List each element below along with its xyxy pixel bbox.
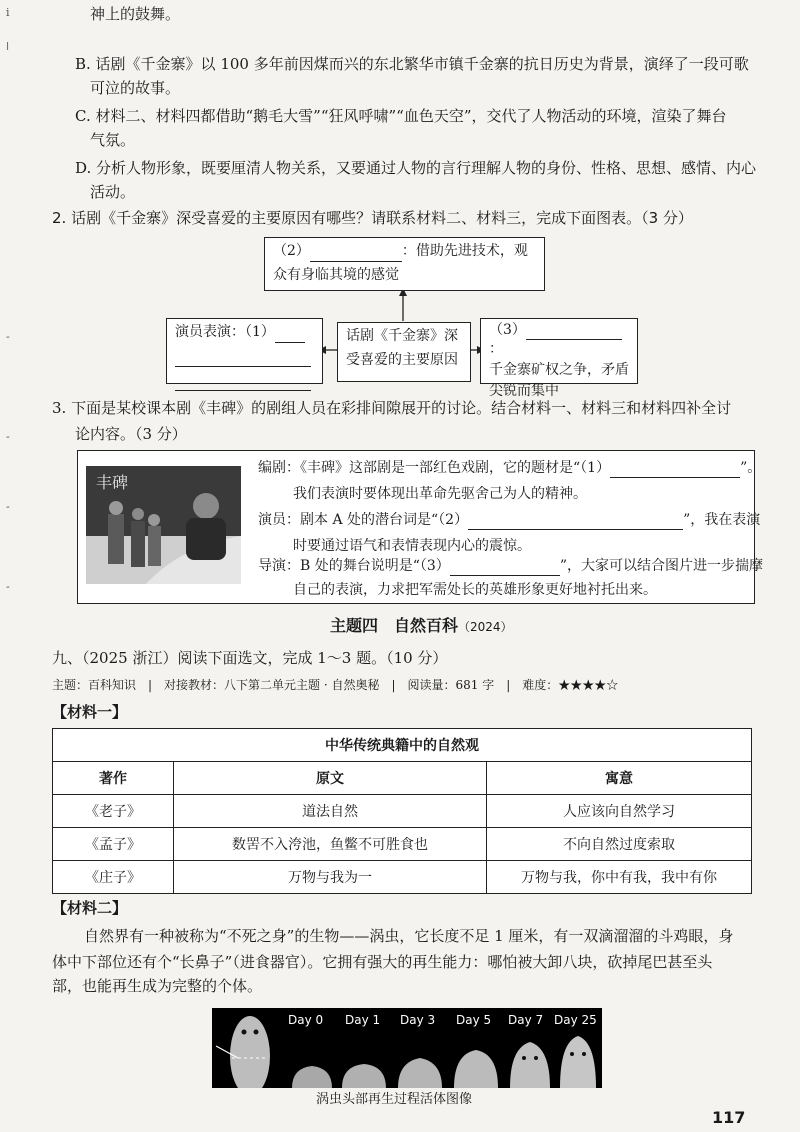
margin-mark: -: [6, 500, 10, 513]
option-a-tail: 神上的鼓舞。: [90, 5, 181, 23]
play-photo: [86, 466, 241, 584]
option-c-cont: 气氛。: [90, 131, 136, 149]
screenwriter-line: [258, 458, 761, 478]
margin-mark: -: [6, 430, 10, 443]
screenwriter-text-end: ”。: [740, 460, 762, 476]
left-box-label: 演员表演：（1）: [175, 324, 275, 340]
question-3-stem-cont: 论内容。（3 分）: [75, 425, 187, 443]
answer-blank-q3-1[interactable]: [610, 461, 740, 478]
table-header: 寓意: [487, 762, 752, 795]
day-label: Day 3: [400, 1013, 436, 1027]
question-9-stem: 九、（2025 浙江）阅读下面选文，完成 1～3 题。（10 分）: [52, 649, 448, 667]
day-label: Day 25: [554, 1013, 597, 1027]
answer-blank-3[interactable]: [526, 323, 622, 340]
director-line: [258, 556, 763, 576]
center-box-text-2: 受喜爱的主要原因: [346, 352, 458, 368]
actor-line: [258, 510, 760, 530]
day-label: Day 0: [288, 1013, 324, 1027]
table-cell: 不向自然过度索取: [487, 828, 752, 861]
table-header: 著作: [53, 762, 174, 795]
answer-blank-q3-2[interactable]: [468, 513, 683, 530]
figure-caption: 涡虫头部再生过程活体图像: [316, 1092, 473, 1107]
material-1-label: 【材料一】: [52, 703, 128, 721]
right-box-colon: ：: [489, 341, 503, 357]
table-row: [53, 828, 752, 861]
answer-blank-1c[interactable]: [175, 374, 311, 391]
diagram-center-box: [337, 322, 471, 382]
table-cell: 道法自然: [174, 795, 487, 828]
table-cell: 《孟子》: [53, 828, 174, 861]
top-box-text-2: 众有身临其境的感觉: [273, 267, 399, 283]
right-box-label: （3）: [489, 322, 526, 338]
material-2-para-1: 自然界有一种被称为“不死之身”的生物——涡虫，它长度不足 1 厘米，有一双滴溜溜的斗鸡眼，身: [84, 927, 734, 945]
nature-table: [52, 728, 752, 894]
material-2-label: 【材料二】: [52, 899, 128, 917]
answer-blank-2[interactable]: [310, 245, 402, 262]
table-cell: 万物与我为一: [174, 861, 487, 894]
margin-mark: -: [6, 580, 10, 593]
question-2-stem: 2. 话剧《千金寨》深受喜爱的主要原因有哪些？请联系材料二、材料三，完成下面图表。（3 分）: [52, 209, 693, 227]
day-label: Day 7: [508, 1013, 544, 1027]
material-2-para-2: 体中下部位还有个“长鼻子”（进食器官）。它拥有强大的再生能力：哪怕被大卸八块，砍掉尾巴甚至头: [52, 953, 713, 971]
day-label: Day 1: [345, 1013, 381, 1027]
page-number: 117: [712, 1108, 746, 1127]
table-cell: 人应该向自然学习: [487, 795, 752, 828]
screenwriter-text: 编剧：《丰碑》这部剧是一部红色戏剧，它的题材是“（1）: [258, 460, 611, 476]
table-cell: 《老子》: [53, 795, 174, 828]
top-box-label: （2）: [273, 243, 310, 259]
margin-mark: ǀ: [6, 40, 10, 53]
actor-text-end: ”，我在表演: [683, 512, 761, 528]
table-cell: 万物与我，你中有我，我中有你: [487, 861, 752, 894]
table-row: [53, 861, 752, 894]
actor-text: 演员：剧本 A 处的潜台词是“（2）: [258, 512, 469, 528]
table-header: 原文: [174, 762, 487, 795]
top-box-text: ：借助先进技术，观: [401, 243, 528, 259]
photo-caption: 丰碑: [96, 473, 129, 492]
answer-blank-1b[interactable]: [175, 350, 311, 367]
material-2-para-3: 部，也能再生成为完整的个体。: [52, 977, 263, 995]
question-3-stem: 3. 下面是某校课本剧《丰碑》的剧组人员在彩排间隙展开的讨论。结合材料一、材料三和材料四补全讨: [52, 399, 732, 417]
right-box-text-2: 千金寨矿权之争，矛盾: [489, 362, 629, 378]
option-d-cont: 活动。: [90, 183, 136, 201]
diagram-left-box: [166, 318, 323, 384]
right-box-text-3: 尖锐而集中: [489, 383, 559, 399]
answer-blank-1a[interactable]: [275, 326, 305, 343]
margin-mark: -: [6, 330, 10, 343]
option-b-cont: 可泣的故事。: [90, 79, 181, 97]
option-b: B. 话剧《千金寨》以 100 多年前因煤而兴的东北繁华市镇千金寨的抗日历史为背景，演绎了一段可歌: [75, 55, 749, 73]
diagram-right-box: [480, 318, 638, 399]
table-title: 中华传统典籍中的自然观: [53, 729, 752, 762]
screenwriter-line-2: 我们表演时要体现出革命先驱舍己为人的精神。: [293, 486, 587, 502]
day-label: Day 5: [456, 1013, 492, 1027]
question-9-meta: 主题：百科知识 | 对接教材：八下第二单元主题 · 自然奥秘 | 阅读量：681 字 | 难度：★★★★☆: [52, 678, 619, 692]
margin-mark: i: [6, 6, 10, 19]
director-text: 导演：B 处的舞台说明是“（3）: [258, 558, 450, 574]
option-d: D. 分析人物形象，既要厘清人物关系，又要通过人物的言行理解人物的身份、性格、思想、感情、内心: [75, 159, 757, 177]
center-box-text-1: 话剧《千金寨》深: [346, 328, 458, 344]
actor-line-2: 时要通过语气和表情表现内心的震惊。: [293, 538, 531, 554]
planarian-figure: [212, 1008, 602, 1088]
director-text-end: ”，大家可以结合图片进一步揣摩: [559, 558, 763, 574]
section-title: [330, 616, 513, 637]
answer-blank-q3-3[interactable]: [450, 559, 560, 576]
director-line-2: 自己的表演，力求把军需处长的英雄形象更好地衬托出来。: [293, 582, 657, 598]
option-c: C. 材料二、材料四都借助“鹅毛大雪”“狂风呼啸”“血色天空”，交代了人物活动的环境，渲染了舞台: [75, 107, 727, 125]
section-year: （2024）: [458, 620, 513, 634]
table-cell: 《庄子》: [53, 861, 174, 894]
section-title-text: 主题四 自然百科: [330, 616, 459, 635]
table-cell: 数罟不入洿池，鱼鳖不可胜食也: [174, 828, 487, 861]
diagram-top-box: [264, 237, 545, 291]
table-row: [53, 795, 752, 828]
